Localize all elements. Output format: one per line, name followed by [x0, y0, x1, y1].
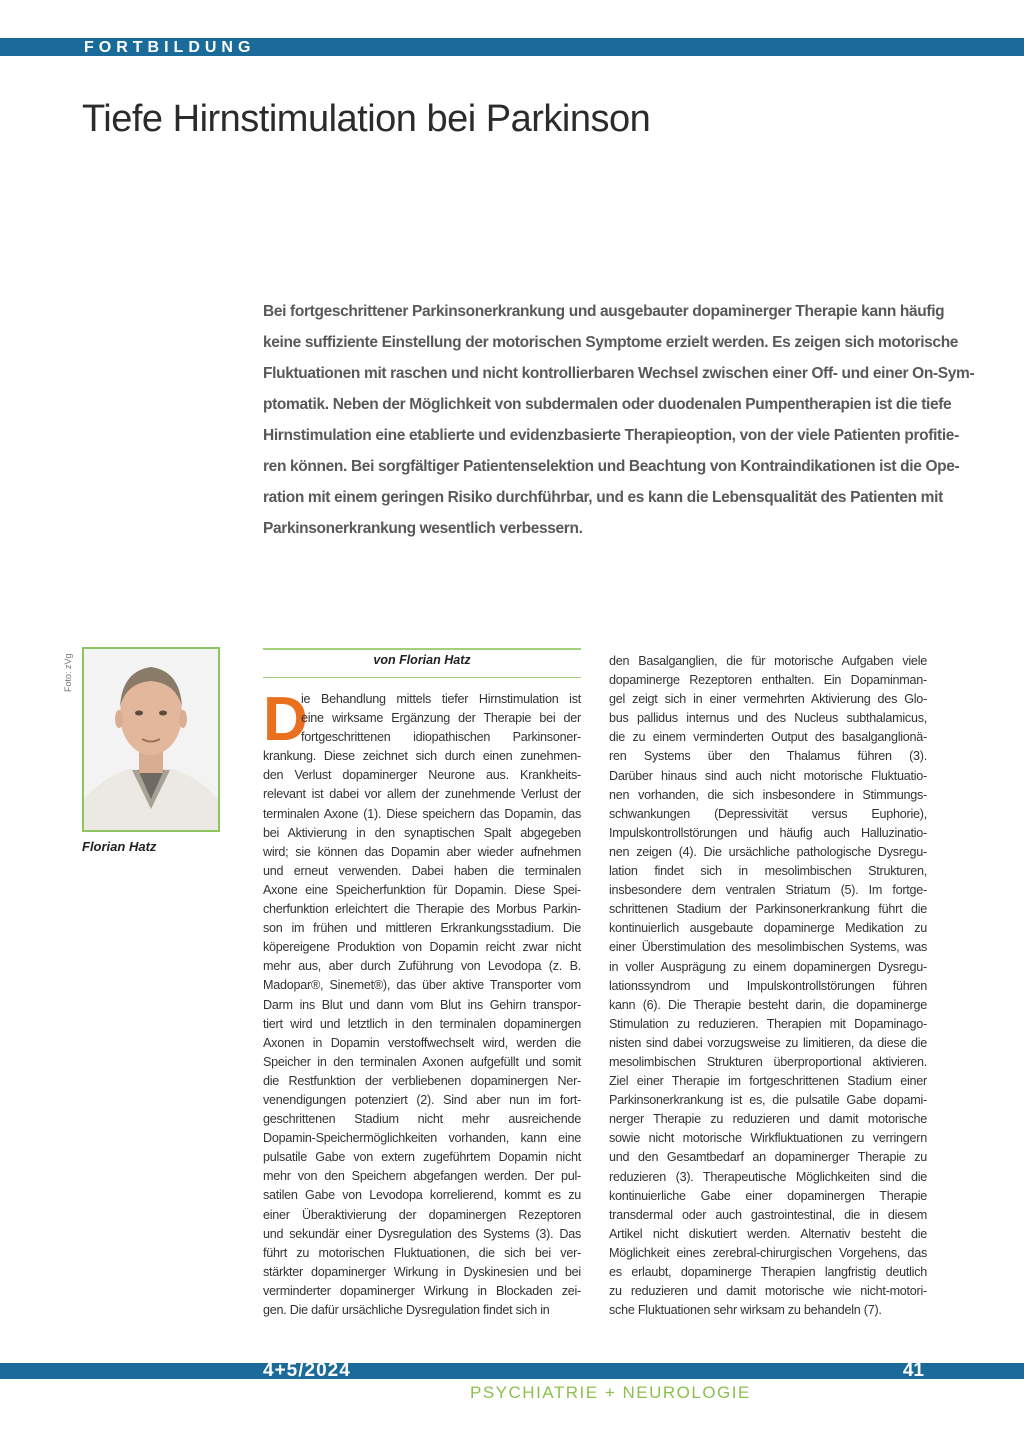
text-line: Impulskontrollstörungen und häufig auch Halluzinatio-: [609, 825, 927, 840]
section-label: FORTBILDUNG: [84, 39, 256, 56]
footer-bar: [0, 1363, 1024, 1379]
lead-line: Bei fortgeschrittener Parkinsonerkrankung und ausgebauter dopaminerger Therapie kann häufig: [263, 303, 945, 320]
text-line: wird; sie können das Dopamin aber wieder aufnehmen: [263, 844, 581, 859]
text-line: sowie nicht motorische Wirkfluktuationen zu verringern: [609, 1131, 927, 1146]
journal-name: PSYCHIATRIE + NEUROLOGIE: [470, 1383, 751, 1402]
text-line: Madopar®, Sinemet®), das über aktive Transporter vom: [263, 978, 581, 993]
author-photo: [82, 647, 220, 832]
byline-rule: [263, 677, 581, 678]
page-number: 41: [902, 1360, 924, 1381]
text-line: Axonen in Dopamin verstoffwechselt wird, werden die: [263, 1035, 581, 1050]
text-line: Ziel einer Therapie im fortgeschrittenen Stadium einer: [609, 1074, 927, 1089]
text-line: Möglichkeit eines zerebral-chirurgischen Vorgehens, das: [609, 1245, 927, 1260]
text-line: die zu einem verminderten Output des basalganglionä-: [609, 730, 927, 745]
text-line: fortgeschrittenen idiopathischen Parkinsoner-: [301, 730, 581, 745]
dropcap: D: [263, 685, 308, 754]
text-line: nen zeigen (4). Die ursächliche pathologische Dysregu-: [609, 844, 927, 859]
text-line: insbesondere dem ventralen Striatum (5). Im fortge-: [609, 883, 927, 898]
text-line: reduzieren (3). Therapeutische Möglichkeiten sind die: [609, 1169, 927, 1184]
lead-line: Parkinsonerkrankung wesentlich verbessern.: [263, 520, 583, 537]
text-line: geschrittenen Stadium nicht mehr ausreichende: [263, 1112, 581, 1127]
text-line: kontinuierliche Gabe einer dopaminergen Therapie: [609, 1188, 927, 1203]
lead-line: keine suffiziente Einstellung der motorischen Symptome erzielt werden. Es zeigen sich motorische: [263, 334, 959, 351]
text-line: schwankungen (Depressivität versus Euphorie),: [609, 806, 927, 821]
text-line: kann (6). Die Therapie besteht darin, die dopaminerge: [609, 997, 927, 1012]
text-line: Parkinsonerkrankung ist es, die pulsatile Gabe dopami-: [609, 1093, 927, 1108]
photo-credit: Foto: zVg: [63, 653, 73, 692]
text-line: stärkter dopaminerger Wirkung in Dyskinesien und bei: [263, 1264, 581, 1279]
text-line: Axone eine Speicherfunktion für Dopamin. Diese Spei-: [263, 882, 581, 897]
text-line: tiert wird und letztlich in den terminalen dopaminergen: [263, 1016, 581, 1031]
text-line: Dopamin-Speichermöglichkeiten vorhanden, kann eine: [263, 1131, 581, 1146]
text-line: in voller Ausprägung zu einem dopaminergen Dysregu-: [609, 959, 927, 974]
text-line: Darm ins Blut und dann vom Blut ins Gehirn transpor-: [263, 997, 581, 1012]
text-line: kontinuierlich ausgebaute dopaminerge Medikation zu: [609, 921, 927, 936]
text-line: einer Überstimulation des mesolimbischen Systems, was: [609, 940, 927, 955]
byline-rule: [263, 648, 581, 650]
text-line: nen vorhanden, die sich insbesondere in Stimmungs-: [609, 787, 927, 802]
text-line: den Verlust dopaminerger Neurone aus. Krankheits-: [263, 768, 581, 783]
text-line: es erlaubt, dopaminerge Therapien langfristig deutlich: [609, 1265, 927, 1279]
text-line: gel zeigt sich in einer vermehrten Aktivierung des Glo-: [609, 692, 927, 707]
portrait-image: [84, 649, 218, 830]
text-line: transdermal oder auch gastrointestinal, die in diesem: [609, 1207, 927, 1222]
text-line: dopaminerge Rezeptoren enthalten. Ein Dopaminman-: [609, 673, 927, 688]
article-title: Tiefe Hirnstimulation bei Parkinson: [82, 98, 651, 140]
text-line: eine wirksame Ergänzung der Therapie bei der: [301, 711, 581, 726]
text-line: und sekundär einer Dysregulation des Systems (3). Das: [263, 1226, 581, 1241]
text-line: zu reduzieren und damit motorische wie nicht-motori-: [609, 1284, 927, 1299]
text-line: cherfunktion erleichtert die Therapie des Morbus Parkin-: [263, 902, 581, 917]
text-line: führt zu motorischen Fluktuationen, die sich bei ver-: [263, 1245, 581, 1260]
lead-line: ptomatik. Neben der Möglichkeit von subdermalen oder duodenalen Pumpentherapien ist die tiefe: [263, 396, 952, 413]
lead-paragraph: [263, 296, 975, 544]
text-line: lation findet sich in mesolimbischen Strukturen,: [609, 864, 927, 879]
photo-caption: Florian Hatz: [82, 839, 157, 854]
text-line: nerger Therapie zu reduzieren und damit motorische: [609, 1112, 927, 1127]
text-line: satilen Gabe von Levodopa korrelierend, kommt es zu: [263, 1188, 581, 1203]
byline: von Florian Hatz: [373, 653, 471, 667]
text-line: mehr von den Speichern abgefangen werden. Der pul-: [263, 1169, 581, 1184]
text-line: mehr aus, aber durch Zuführung von Levodopa (z. B.: [263, 959, 581, 974]
text-line: bus pallidus internus und des Nucleus subthalamicus,: [609, 711, 927, 726]
text-line: krankung. Diese zeichnet sich durch einen zunehmen-: [263, 749, 581, 764]
text-line: Speicher in den terminalen Axonen aufgefüllt und somit: [263, 1054, 581, 1069]
lead-line: ren können. Bei sorgfältiger Patientenselektion und Beachtung von Kontraindikationen ist die Ope-: [263, 458, 960, 475]
text-line: verminderter dopaminerger Wirkung in Blockaden zei-: [263, 1283, 581, 1298]
lead-line: ration mit einem geringen Risiko durchführbar, und es kann die Lebensqualität des Patienten mit: [263, 489, 943, 506]
text-line: schrittenen Stadium der Parkinsonerkrankung führt die: [609, 902, 927, 917]
text-line: lationssyndrom und Impulskontrollstörungen führen: [609, 978, 927, 993]
text-line: Darüber hinaus sind auch nicht motorische Fluktuatio-: [609, 768, 927, 783]
text-line: ie Behandlung mittels tiefer Hirnstimulation ist: [301, 692, 581, 706]
body-column-1: [263, 685, 581, 1320]
text-line: nisten sind dabei vorzugsweise zu limitieren, da diese die: [609, 1035, 927, 1050]
text-line: köpereigene Produktion von Dopamin reicht zwar nicht: [263, 940, 581, 955]
issue-number: 4+5/2024: [263, 1360, 351, 1381]
text-line: mesolimbischen Strukturen überproportional aktivieren.: [609, 1054, 927, 1069]
text-line: ren Systems über den Thalamus führen (3).: [609, 749, 927, 764]
text-line: Artikel nicht diskutiert werden. Alternativ besteht die: [609, 1226, 927, 1241]
text-line: venendigungen potenziert (2). Sind aber nun im fort-: [263, 1092, 581, 1107]
text-line: gen. Die dafür ursächliche Dysregulation findet sich in: [263, 1303, 550, 1317]
text-line: bei Aktivierung in den synaptischen Spalt abgegeben: [263, 825, 581, 840]
text-line: einer Überaktivierung der dopaminergen Rezeptoren: [263, 1207, 581, 1222]
text-line: die Restfunktion der verbliebenen dopaminergen Ner-: [263, 1073, 581, 1088]
text-line: und erneut verwenden. Dabei haben die terminalen: [263, 863, 581, 878]
lead-line: Hirnstimulation eine etablierte und evidenzbasierte Therapieoption, von der viele Patienten profitie-: [263, 427, 959, 444]
text-line: den Basalganglien, die für motorische Aufgaben viele: [609, 654, 927, 668]
text-line: und den Gesamtbedarf an dopaminerger Therapie zu: [609, 1150, 927, 1165]
text-line: pulsatile Gabe von extern zugeführtem Dopamin nicht: [263, 1150, 581, 1165]
text-line: son im frühen und mittleren Erkrankungsstadium. Die: [263, 921, 581, 936]
lead-line: Fluktuationen mit raschen und nicht kontrollierbaren Wechsel zwischen einer Off- und einer On-Sym-: [263, 365, 975, 382]
body-column-2: [609, 652, 927, 1320]
text-line: relevant ist dabei vor allem der zunehmende Verlust der: [263, 787, 581, 802]
text-line: terminalen Axone (1). Diese speichern das Dopamin, das: [263, 806, 581, 821]
text-line: sche Fluktuationen sehr wirksam zu behandeln (7).: [609, 1303, 882, 1318]
text-line: Stimulation zu reduzieren. Therapien mit Dopaminago-: [609, 1016, 927, 1031]
